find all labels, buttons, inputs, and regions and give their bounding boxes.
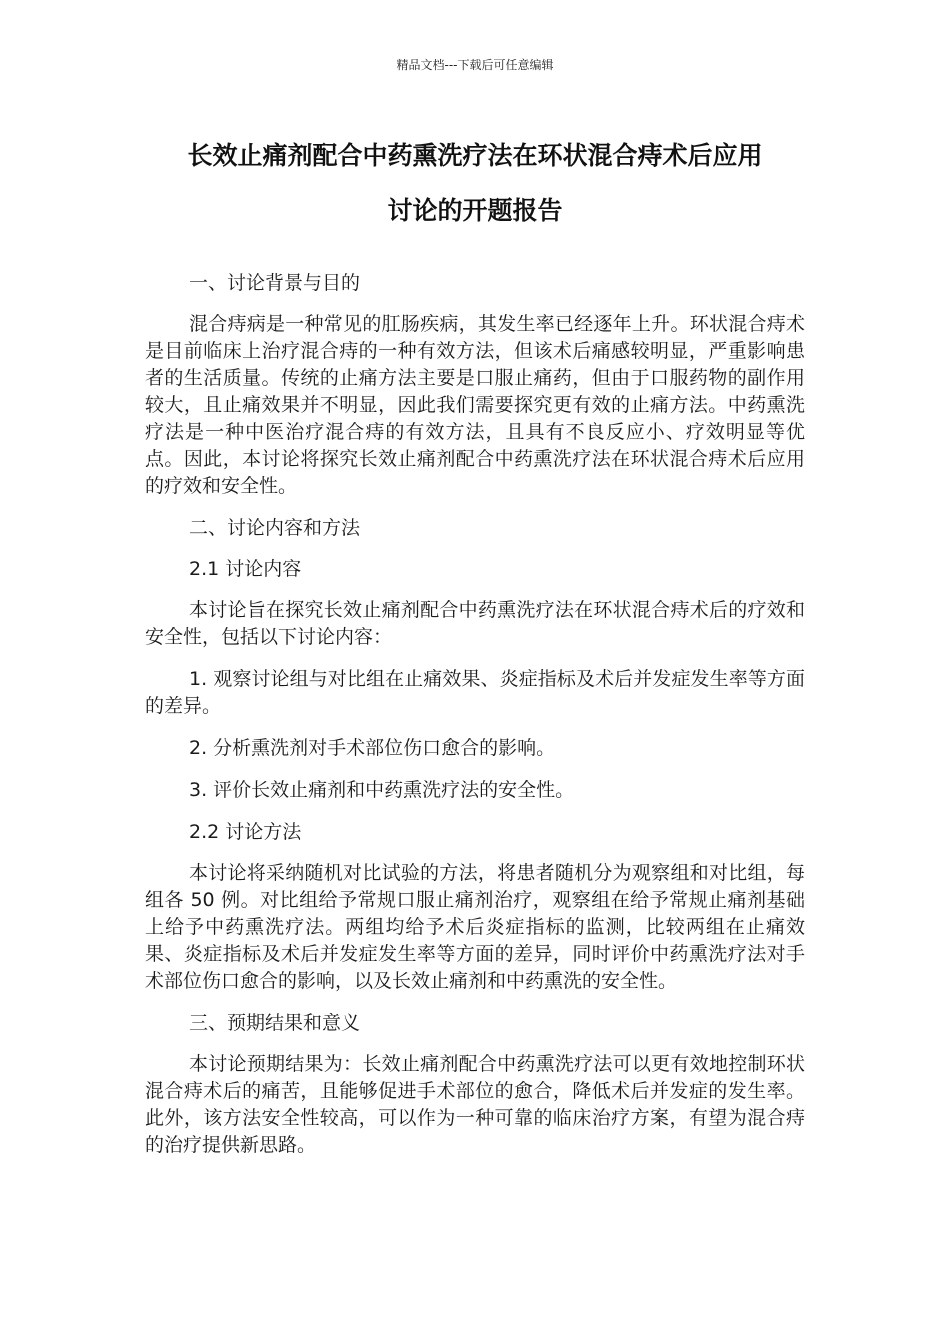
list-item-1: 1. 观察讨论组与对比组在止痛效果、炎症指标及术后并发症发生率等方面的差异。 xyxy=(145,668,805,717)
section-2-2-heading: 2.2 讨论方法 xyxy=(189,821,302,843)
section-3-paragraph: 本讨论预期结果为：长效止痛剂配合中药熏洗疗法可以更有效地控制环状混合痔术后的痛苦，且能够促进手术部位的愈合，降低术后并发症的发生率。此外，该方法安全性较高，可以作为一种可靠的临床治疗方案，有望为混合痔的治疗提供新思路。 xyxy=(145,1053,805,1156)
section-1-paragraph: 混合痔病是一种常见的肛肠疾病，其发生率已经逐年上升。环状混合痔术是目前临床上治疗混合痔的一种有效方法，但该术后痛感较明显，严重影响患者的生活质量。传统的止痛方法主要是口服止痛药，但由于口服药物的副作用较大，且止痛效果并不明显，因此我们需要探究更有效的止痛方法。中药熏洗疗法是一种中医治疗混合痔的有效方法，且具有不良反应小、疗效明显等优点。因此，本讨论将探究长效止痛剂配合中药熏洗疗法在环状混合痔术后应用的疗效和安全性。 xyxy=(145,313,805,497)
list-item-2: 2. 分析熏洗剂对手术部位伤口愈合的影响。 xyxy=(189,737,556,759)
section-3-heading: 三、预期结果和意义 xyxy=(189,1012,361,1034)
document-body xyxy=(145,270,805,1159)
section-2-heading: 二、讨论内容和方法 xyxy=(189,517,361,539)
section-2-1-heading: 2.1 讨论内容 xyxy=(189,558,302,580)
section-2-1-paragraph: 本讨论旨在探究长效止痛剂配合中药熏洗疗法在环状混合痔术后的疗效和安全性，包括以下讨论内容： xyxy=(145,599,805,648)
list-item-3: 3. 评价长效止痛剂和中药熏洗疗法的安全性。 xyxy=(189,779,575,801)
document-title-line-2: 讨论的开题报告 xyxy=(387,196,563,225)
document-title-line-1: 长效止痛剂配合中药熏洗疗法在环状混合痔术后应用 xyxy=(187,141,763,170)
page-header-note: 精品文档---下载后可任意编辑 xyxy=(396,58,554,72)
section-1-heading: 一、讨论背景与目的 xyxy=(189,272,361,294)
section-2-2-paragraph: 本讨论将采纳随机对比试验的方法，将患者随机分为观察组和对比组，每组各 50 例。对比组给予常规口服止痛剂治疗，观察组在给予常规止痛剂基础上给予中药熏洗疗法。两组均给予术后炎症指标的监测，比较两组在止痛效果、炎症指标及术后并发症发生率等方面的差异，同时评价中药熏洗疗法对手术部位伤口愈合的影响，以及长效止痛剂和中药熏洗的安全性。 xyxy=(145,862,805,992)
